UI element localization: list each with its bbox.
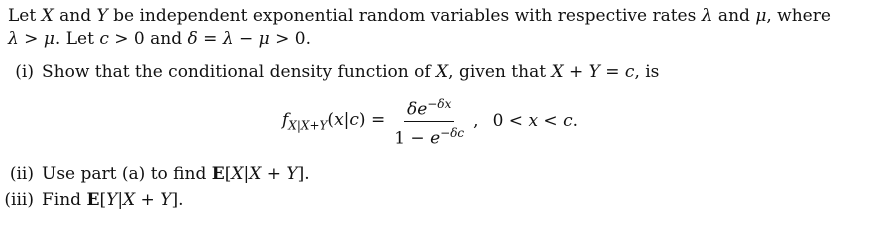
part-iii-label: (iii) [4, 190, 34, 210]
part-ii [0, 164, 310, 184]
part-ii-text: Use part (a) to find E[X|X + Y]. [42, 164, 310, 184]
part-iii-text: Find E[Y|X + Y]. [42, 190, 184, 210]
part-i [0, 62, 659, 82]
equation-numerator: $\delta e^{-\delta x}$ [404, 95, 454, 122]
conditional-density-equation [0, 96, 878, 149]
equation-denominator: $1 - e^{-\delta c}$ [394, 125, 465, 149]
part-ii-label: (ii) [9, 164, 34, 184]
part-iii [0, 190, 184, 210]
intro-line-2: λ > μ. Let c > 0 and δ = λ − μ > 0. [8, 29, 311, 49]
equation-comma: , [473, 111, 479, 131]
part-i-text: Show that the conditional density function of X, given that X + Y = c, is [42, 62, 660, 82]
intro-line-1: Let X and Y be independent exponential random variables with respective rates λ and μ, where [8, 6, 831, 26]
equation-lhs: $f_{X|X+Y}(x|c)$ = [282, 109, 386, 133]
equation-fraction [391, 95, 467, 147]
equation-range: 0 < x < c. [492, 111, 579, 131]
part-i-label: (i) [15, 62, 34, 82]
